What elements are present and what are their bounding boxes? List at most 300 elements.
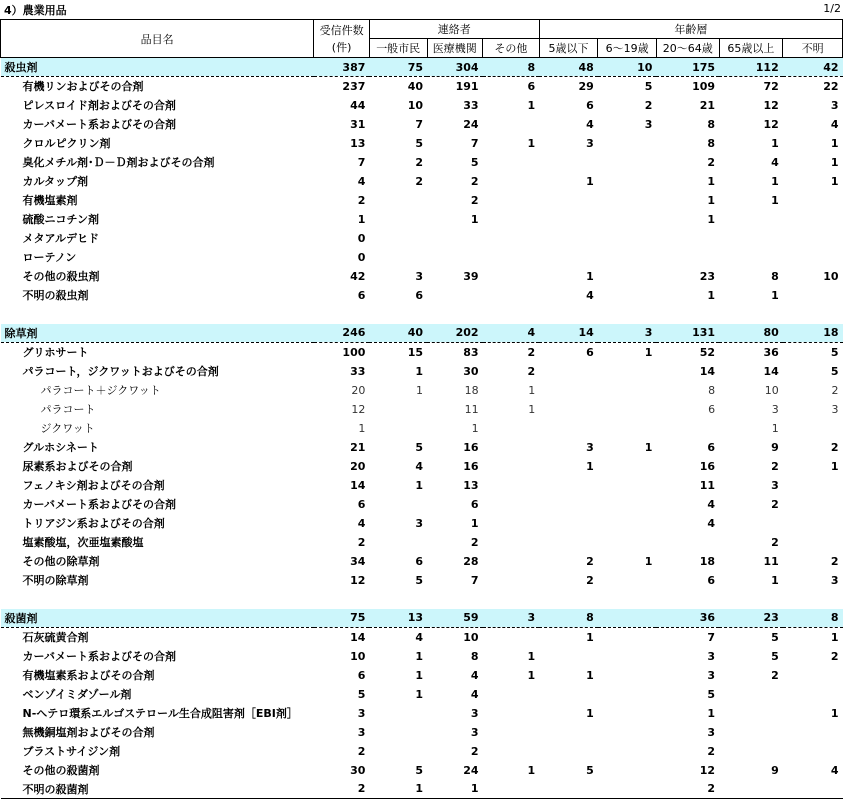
cell-value (783, 210, 843, 229)
cell-value: 4 (830, 763, 839, 777)
cell-value (539, 210, 598, 229)
cell-value: 2 (470, 744, 479, 758)
cell-value: 1 (586, 459, 594, 473)
cell-value: 10 (598, 58, 657, 77)
cell-value: 3 (831, 402, 839, 416)
cell-value: 2 (527, 364, 536, 378)
cell-value: 100 (342, 345, 366, 359)
cell-value (483, 704, 540, 723)
cell-value: 2 (470, 535, 479, 549)
cell-value: 14 (350, 630, 366, 644)
cell-value: 1 (707, 193, 716, 207)
cell-value: 2 (830, 649, 839, 663)
cell-value (598, 172, 657, 191)
cell-value: 20 (351, 383, 366, 397)
cell-value (656, 248, 719, 267)
cell-value: 3 (470, 706, 479, 720)
cell-value: 36 (763, 345, 779, 359)
cell-value (539, 476, 598, 495)
cell-value: 33 (350, 364, 366, 378)
cell-value: 9 (771, 440, 779, 454)
cell-value: 1 (427, 780, 483, 799)
cell-value: 2 (771, 497, 779, 511)
cell-value: 3 (415, 269, 423, 283)
cell-value: 6 (586, 98, 594, 112)
poison-inquiry-table (0, 19, 843, 799)
cell-value: 1 (470, 212, 479, 226)
cell-value: 7 (470, 573, 479, 587)
cell-value (539, 305, 598, 324)
row-label: カーバメート系およびその合剤 (22, 118, 176, 131)
cell-value (598, 704, 657, 723)
cell-value (598, 647, 657, 666)
row-label: その他の殺虫剤 (22, 270, 100, 283)
cell-value: 6 (527, 79, 536, 93)
cell-value (719, 590, 783, 609)
cell-value: 24 (463, 117, 479, 131)
table-row (1, 628, 843, 647)
cell-value (539, 495, 598, 514)
cell-value (598, 571, 657, 590)
cell-value: 14 (699, 364, 716, 378)
cell-value: 1 (586, 174, 594, 188)
table-row (1, 172, 843, 191)
row-label: グリホサート (22, 346, 89, 360)
cell-value (483, 742, 540, 761)
cell-value: 1 (415, 649, 423, 663)
cell-value (427, 248, 483, 267)
sub-item-row (1, 400, 843, 419)
cell-value: 109 (692, 79, 716, 93)
category-row (1, 58, 843, 77)
cell-value (314, 590, 370, 609)
row-label: 臭化メチル剤･Ｄ－Ｄ剤およびその合剤 (22, 156, 215, 169)
cell-value: 8 (483, 58, 540, 77)
cell-value (598, 666, 657, 685)
cell-value: 12 (351, 402, 366, 416)
cell-value: 7 (470, 136, 479, 150)
cell-value: 1 (830, 630, 839, 644)
cell-value: 1 (707, 706, 716, 720)
cell-value: 5 (771, 630, 779, 644)
row-label: ブラストサイジン剤 (22, 745, 121, 758)
cell-value: 1 (771, 136, 779, 150)
cell-value: 21 (350, 440, 366, 454)
cell-value (598, 685, 657, 704)
cell-value: 6 (357, 497, 366, 511)
cell-value: 2 (707, 155, 716, 169)
cell-value: 5 (771, 649, 779, 663)
cell-value: 4 (415, 630, 423, 644)
table-row (1, 267, 843, 286)
row-label: 無機銅塩剤およびその合剤 (22, 726, 155, 739)
table-row (1, 780, 843, 799)
cell-value: 3 (586, 440, 594, 454)
cell-value (783, 590, 843, 609)
cell-value: 28 (463, 554, 479, 568)
cell-value: 21 (699, 98, 716, 112)
col-header-contact-medical: 医療機関 (427, 39, 483, 58)
row-label: パラコート＋ジクワット (40, 384, 161, 397)
col-header-age-65plus: 65歳以上 (719, 39, 783, 58)
cell-value (783, 286, 843, 305)
table-row (1, 248, 843, 267)
cell-value (539, 685, 598, 704)
cell-value: 3 (357, 706, 366, 720)
cell-value: 42 (783, 58, 843, 77)
cell-value: 10 (764, 383, 779, 397)
row-label: 有機リンおよびその合剤 (22, 80, 144, 94)
cell-value: 59 (427, 609, 483, 628)
table-row (1, 476, 843, 495)
cell-value: 4 (357, 174, 366, 188)
cell-value: 8 (783, 609, 843, 628)
cell-value: 304 (427, 58, 483, 77)
cell-value: 10 (407, 98, 423, 112)
cell-value (783, 248, 843, 267)
cell-value (719, 723, 783, 742)
cell-value: 6 (357, 288, 366, 302)
row-label: ジクワット (40, 422, 95, 435)
cell-value (483, 305, 540, 324)
table-row (1, 533, 843, 552)
col-header-contact-public: 一般市民 (369, 39, 427, 58)
cell-value: 23 (719, 609, 783, 628)
cell-value: 15 (407, 345, 423, 359)
cell-value: 5 (830, 364, 839, 378)
cell-value: 1 (586, 706, 594, 720)
cell-value (483, 723, 540, 742)
cell-value (598, 609, 657, 628)
cell-value (598, 286, 657, 305)
cell-value: 12 (763, 98, 779, 112)
table-row (1, 552, 843, 571)
cell-value: 3 (598, 324, 657, 343)
cell-value (369, 191, 427, 210)
table-row (1, 343, 843, 362)
cell-value: 1 (369, 780, 427, 799)
cell-value: 14 (350, 478, 366, 492)
cell-value: 18 (464, 383, 479, 397)
cell-value: 6 (415, 288, 423, 302)
sub-item-row (1, 381, 843, 400)
cell-value: 1 (830, 706, 839, 720)
cell-value: 22 (823, 79, 839, 93)
cell-value: 10 (350, 649, 366, 663)
cell-value: 18 (699, 554, 716, 568)
cell-value (598, 381, 657, 400)
cell-value (483, 438, 540, 457)
row-label: その他の除草剤 (22, 555, 100, 568)
cell-value: 14 (763, 364, 779, 378)
cell-value: 1 (528, 402, 536, 416)
cell-value: 3 (830, 573, 839, 587)
page-indicator: 1/2 (823, 2, 841, 15)
table-row (1, 286, 843, 305)
row-label: 不明の殺虫剤 (22, 289, 89, 302)
cell-value: 1 (358, 421, 366, 435)
cell-value: 4 (470, 687, 479, 701)
cell-value: 5 (415, 573, 423, 587)
cell-value (483, 780, 540, 799)
row-label: 除草剤 (1, 324, 314, 343)
cell-value (539, 780, 598, 799)
cell-value: 5 (415, 136, 423, 150)
cell-value: 1 (830, 174, 839, 188)
cell-value (719, 742, 783, 761)
cell-value: 5 (830, 345, 839, 359)
cell-value: 36 (656, 609, 719, 628)
cell-value: 30 (350, 763, 366, 777)
cell-value: 75 (314, 609, 370, 628)
table-row (1, 761, 843, 780)
cell-value: 175 (656, 58, 719, 77)
cell-value (598, 400, 657, 419)
cell-value (539, 647, 598, 666)
cell-value: 1 (771, 174, 779, 188)
cell-value (719, 229, 783, 248)
cell-value: 1 (707, 212, 716, 226)
cell-value (598, 305, 657, 324)
table-row (1, 134, 843, 153)
col-header-contact-other: その他 (483, 39, 540, 58)
cell-value (369, 305, 427, 324)
category-row (1, 324, 843, 343)
col-header-age-0-5: 5歳以下 (539, 39, 598, 58)
cell-value (483, 153, 540, 172)
cell-value: 33 (463, 98, 479, 112)
cell-value (483, 685, 540, 704)
cell-value: 6 (707, 440, 716, 454)
cell-value (783, 742, 843, 761)
cell-value: 4 (707, 497, 716, 511)
cell-value: 12 (350, 573, 366, 587)
col-header-age: 年齢層 (539, 20, 842, 39)
cell-value: 1 (644, 345, 653, 359)
cell-value (656, 229, 719, 248)
spacer-row (1, 590, 843, 609)
cell-value: 2 (357, 193, 366, 207)
cell-value: 191 (455, 79, 479, 93)
cell-value (783, 780, 843, 799)
cell-value: 2 (771, 535, 779, 549)
cell-value (539, 229, 598, 248)
cell-value: 4 (357, 516, 366, 530)
received-label-line2: (件) (331, 40, 352, 54)
received-label-line1: 受信件数 (319, 23, 364, 37)
cell-value: 1 (527, 763, 536, 777)
cell-value: 1 (830, 136, 839, 150)
col-header-age-6-19: 6～19歳 (598, 39, 657, 58)
row-label: 石灰硫黄合剤 (22, 631, 89, 645)
cell-value (783, 514, 843, 533)
cell-value (483, 286, 540, 305)
cell-value: 2 (470, 193, 479, 207)
cell-value (598, 533, 657, 552)
cell-value (598, 761, 657, 780)
cell-value (369, 210, 427, 229)
cell-value (719, 780, 783, 799)
cell-value (539, 514, 598, 533)
cell-value: 12 (699, 763, 716, 777)
table-row (1, 457, 843, 476)
cell-value (427, 286, 483, 305)
cell-value: 112 (719, 58, 783, 77)
cell-value: 1 (644, 440, 653, 454)
cell-value (598, 742, 657, 761)
cell-value: 72 (763, 79, 779, 93)
cell-value: 3 (470, 725, 479, 739)
cell-value: 2 (830, 440, 839, 454)
cell-value: 80 (719, 324, 783, 343)
table-row (1, 742, 843, 761)
cell-value: 9 (771, 763, 779, 777)
row-label: 不明の殺菌剤 (1, 780, 314, 799)
cell-value: 30 (463, 364, 479, 378)
cell-value: 4 (586, 288, 594, 302)
cell-value: 5 (415, 440, 423, 454)
cell-value: 18 (783, 324, 843, 343)
row-label: 尿素系およびその合剤 (22, 460, 133, 473)
cell-value: 4 (415, 459, 423, 473)
cell-value: 13 (463, 478, 479, 492)
cell-value (369, 704, 427, 723)
cell-value (598, 590, 657, 609)
cell-value: 40 (407, 79, 423, 93)
cell-value: 0 (357, 231, 366, 245)
cell-value (539, 590, 598, 609)
row-label: ピレスロイド剤およびその合剤 (22, 99, 176, 112)
row-label: 硫酸ニコチン剤 (22, 213, 99, 226)
cell-value (483, 267, 540, 286)
table-row (1, 685, 843, 704)
cell-value (539, 742, 598, 761)
row-label: N-ヘテロ環系エルゴステロール生合成阻害剤［EBI剤］ (22, 707, 298, 720)
row-label: ローテノン (22, 251, 77, 264)
table-row (1, 362, 843, 381)
cell-value (427, 590, 483, 609)
cell-value (598, 210, 657, 229)
cell-value (598, 476, 657, 495)
cell-value (656, 590, 719, 609)
cell-value: 5 (357, 687, 366, 701)
cell-value (369, 495, 427, 514)
cell-value: 16 (463, 440, 479, 454)
cell-value (783, 666, 843, 685)
cell-value: 2 (831, 383, 839, 397)
row-label (1, 305, 314, 324)
cell-value (598, 248, 657, 267)
table-row (1, 77, 843, 96)
cell-value: 3 (707, 725, 716, 739)
cell-value (483, 552, 540, 571)
row-label: パラコート，ジクワットおよびその合剤 (22, 365, 219, 378)
cell-value: 2 (314, 780, 370, 799)
cell-value (598, 134, 657, 153)
cell-value: 29 (578, 79, 594, 93)
cell-value: 131 (656, 324, 719, 343)
cell-value (483, 590, 540, 609)
cell-value: 2 (415, 155, 423, 169)
row-label: カーバメート系およびその合剤 (22, 650, 176, 663)
table-row (1, 115, 843, 134)
row-label: グルホシネート (22, 441, 99, 454)
cell-value (483, 210, 540, 229)
cell-value: 11 (464, 402, 479, 416)
cell-value (369, 229, 427, 248)
cell-value (369, 590, 427, 609)
row-label: フェノキシ剤およびその合剤 (22, 479, 165, 492)
cell-value: 2 (586, 573, 594, 587)
cell-value: 48 (539, 58, 598, 77)
cell-value (539, 400, 598, 419)
cell-value: 2 (771, 459, 779, 473)
category-row (1, 609, 843, 628)
cell-value: 387 (314, 58, 370, 77)
table-row (1, 191, 843, 210)
sub-item-row (1, 419, 843, 438)
cell-value: 4 (771, 155, 779, 169)
cell-value: 1 (586, 668, 594, 682)
cell-value (783, 476, 843, 495)
cell-value (483, 628, 540, 647)
cell-value (719, 210, 783, 229)
cell-value: 3 (707, 668, 716, 682)
cell-value: 5 (644, 79, 653, 93)
cell-value (539, 362, 598, 381)
cell-value: 3 (586, 136, 594, 150)
cell-value: 8 (539, 609, 598, 628)
cell-value: 5 (470, 155, 479, 169)
cell-value: 4 (830, 117, 839, 131)
cell-value (539, 153, 598, 172)
cell-value: 1 (771, 573, 779, 587)
cell-value: 1 (528, 383, 536, 397)
table-row (1, 514, 843, 533)
cell-value: 1 (707, 288, 716, 302)
cell-value: 7 (357, 155, 366, 169)
cell-value: 3 (357, 725, 366, 739)
cell-value: 83 (463, 345, 479, 359)
cell-value (483, 476, 540, 495)
cell-value (483, 457, 540, 476)
cell-value (783, 305, 843, 324)
cell-value (598, 457, 657, 476)
cell-value (369, 723, 427, 742)
cell-value (598, 514, 657, 533)
cell-value (427, 229, 483, 248)
row-label: ベンゾイミダゾール剤 (22, 688, 132, 701)
cell-value: 1 (415, 478, 423, 492)
cell-value (539, 248, 598, 267)
cell-value: 1 (415, 364, 423, 378)
cell-value: 16 (699, 459, 716, 473)
cell-value: 3 (644, 117, 653, 131)
table-row (1, 210, 843, 229)
cell-value (719, 685, 783, 704)
row-label: トリアジン系およびその合剤 (22, 517, 165, 530)
cell-value: 2 (644, 98, 653, 112)
col-header-item: 品目名 (1, 20, 314, 58)
cell-value (598, 362, 657, 381)
cell-value: 31 (350, 117, 366, 131)
cell-value (598, 723, 657, 742)
cell-value (539, 381, 598, 400)
cell-value: 11 (763, 554, 779, 568)
cell-value: 10 (823, 269, 839, 283)
cell-value (539, 419, 598, 438)
table-header (1, 20, 843, 58)
